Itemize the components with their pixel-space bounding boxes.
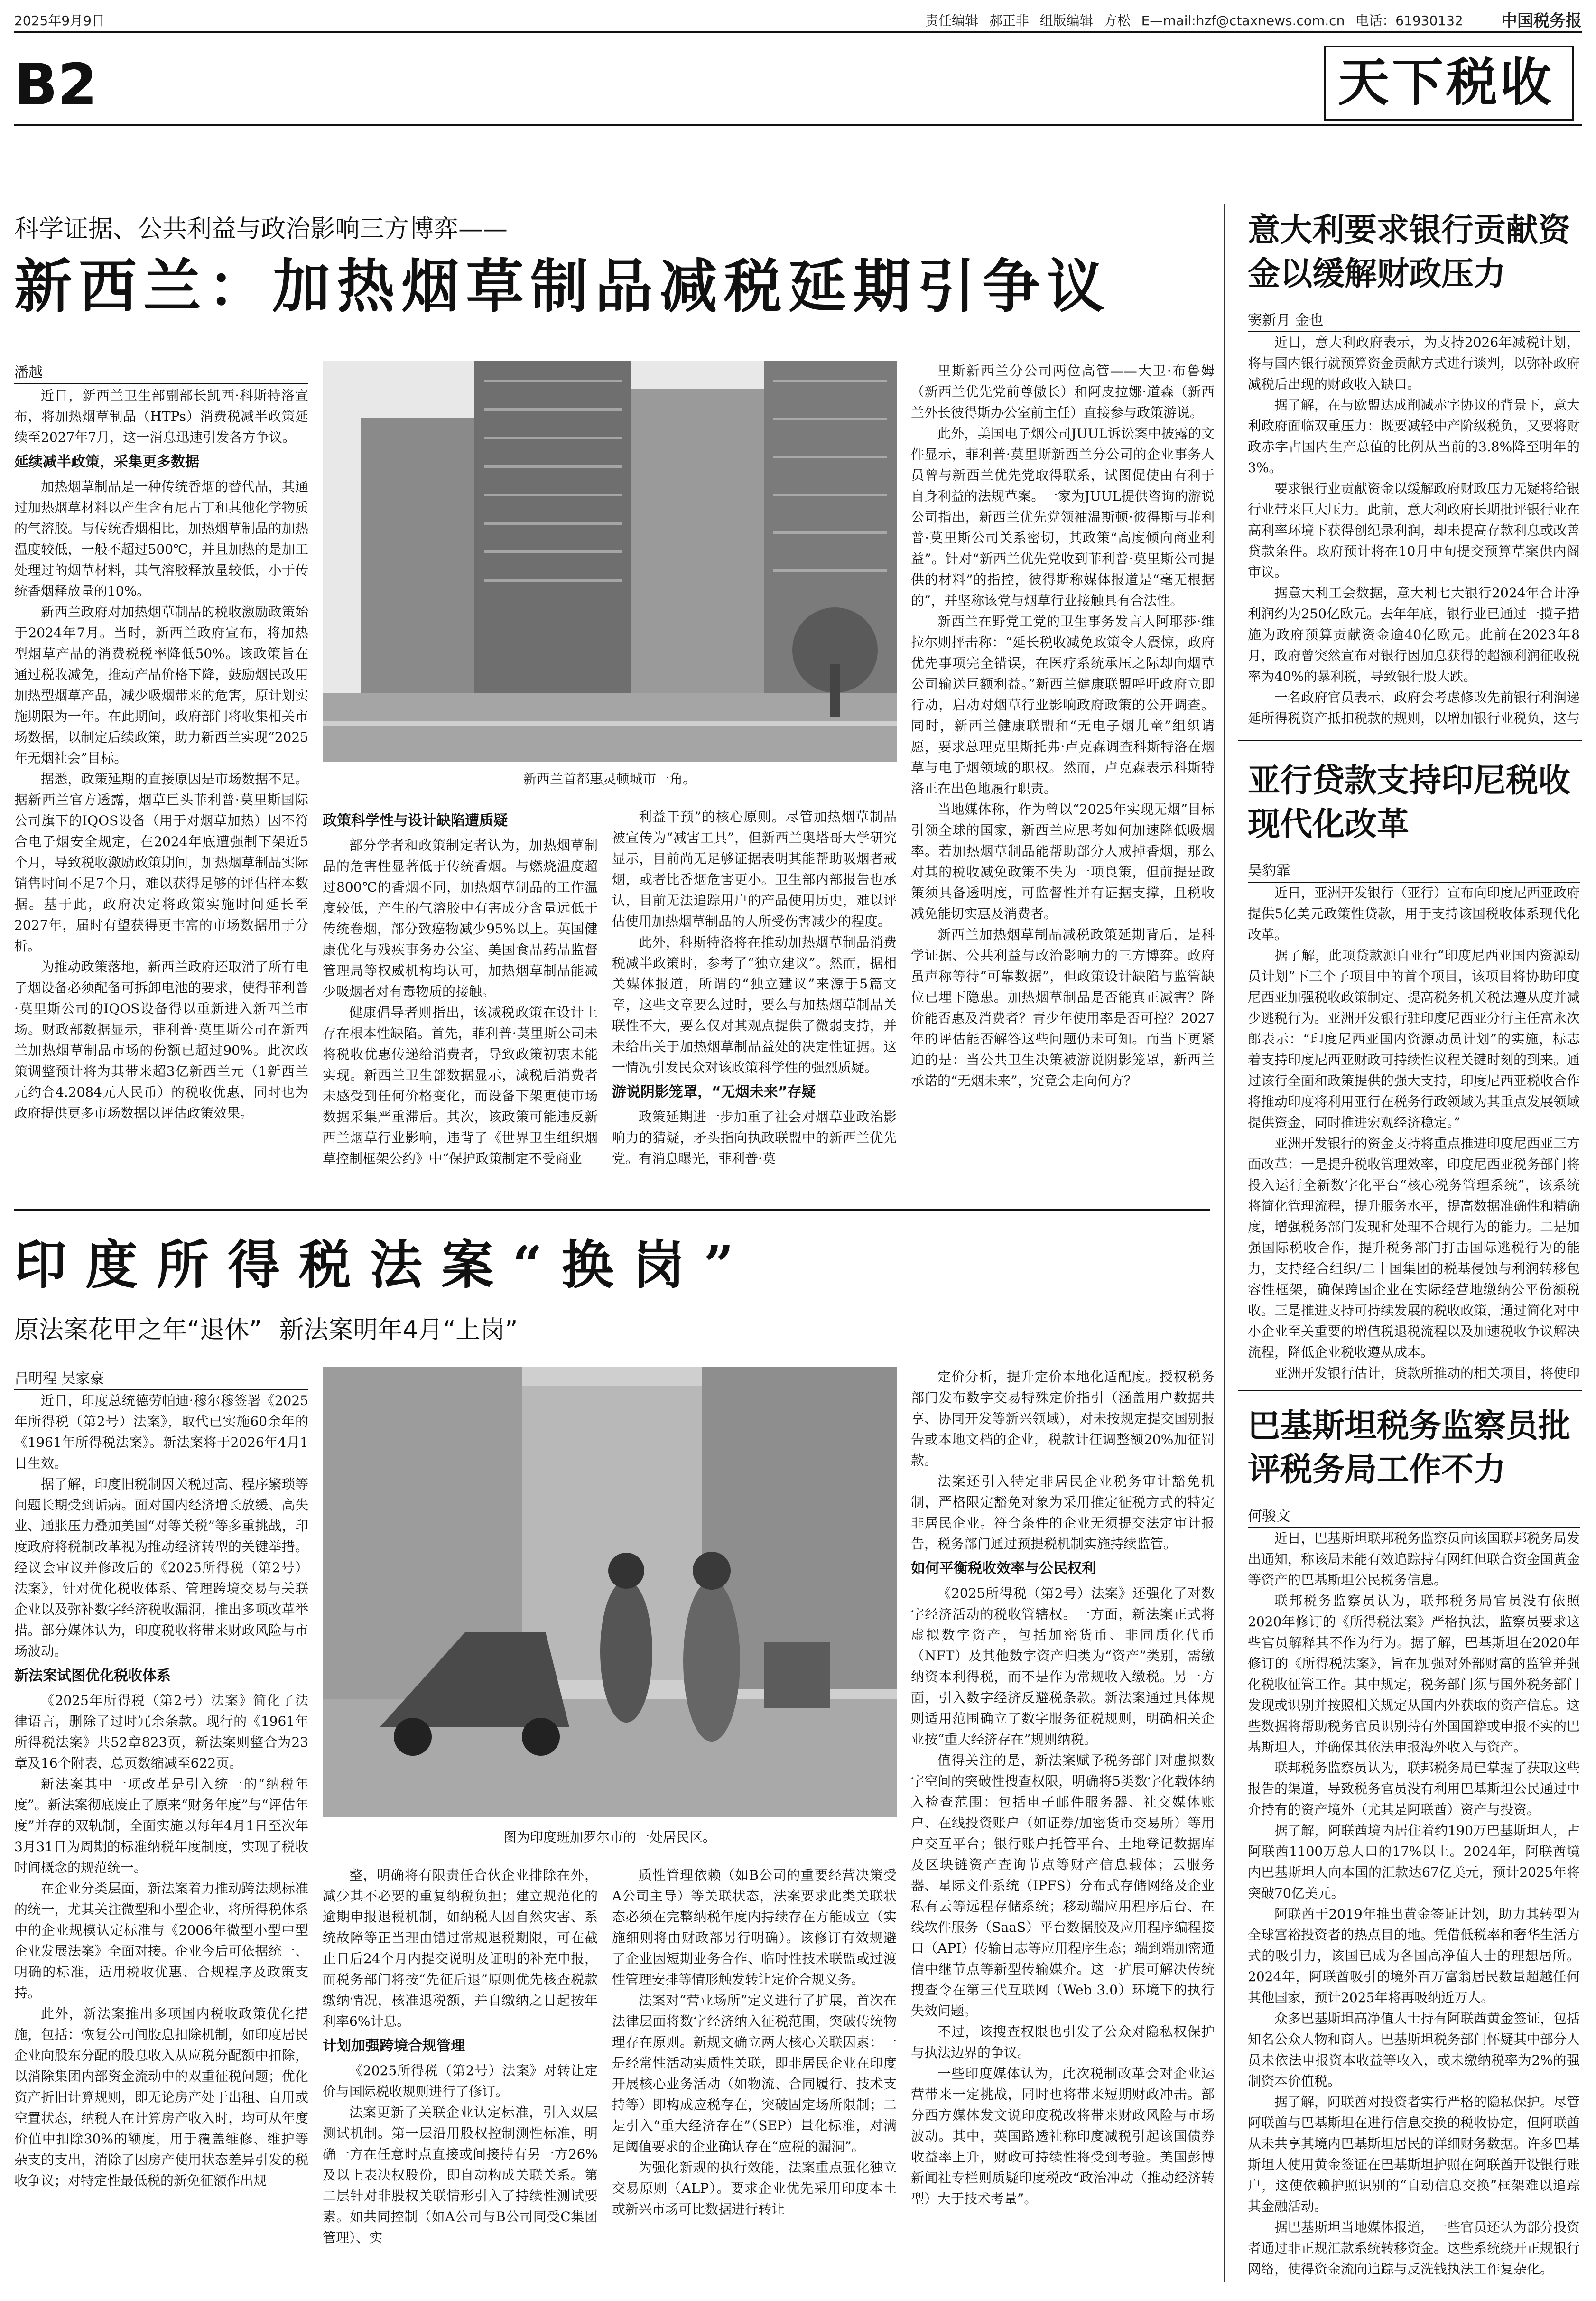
paragraph: 利益干预”的核心原则。尽管加热烟草制品被宣传为“减害工具”，但新西兰奥塔哥大学研究显示，目前尚无足够证据表明其能帮助吸烟者戒烟，或者比香烟危害更小。卫生部内部报告也承认，目前无法追踪用户的产品使用历史，难以评估使用加热烟草制品的人所受伤害减少的程度。 (612, 809, 897, 929)
side1-headline: 意大利要求银行贡献资金以缓解财政压力 (1248, 212, 1571, 293)
article2-col1 (14, 1390, 308, 2282)
paragraph: 近日，意大利政府表示，为支持2026年减税计划，将与国内银行就预算资金贡献方式进行谈判，以弥补政府减税后出现的财政收入缺口。 (1248, 335, 1580, 392)
article2-headline: 印度所得税法案“换岗” (14, 1234, 753, 1295)
header-rule (14, 31, 1582, 33)
paragraph: 近日，亚洲开发银行（亚行）宣布向印度尼西亚政府提供5亿美元政策性贷款，用于支持该国税收体系现代化改革。 (1248, 885, 1580, 942)
paragraph: 近日，巴基斯坦联邦税务监察员向该国联邦税务局发出通知，称该局未能有效追踪持有网红但联合资金国黄金等资产的巴基斯坦公民税务信息。 (1248, 1530, 1580, 1588)
article1-photo-caption: 新西兰首都惠灵顿城市一角。 (523, 771, 696, 787)
paragraph: 联邦税务监察员认为，联邦税务局官员没有依照2020年修订的《所得税法案》严格执法，监察员要求这些官员解释其不作为行为。据了解，巴基斯坦在2020年修订的《所得税法案》，旨在加强对外部财富的监管并强化税收征管工作。其中规定，税务部门须与国外税务部门发现或识别并按照相关规定从国内外获取的资产信息。这些数据将帮助税务官员识别持有外国国籍或申报不实的巴基斯坦人，并确保其依法申报海外收入与资产。 (1248, 1593, 1580, 1755)
paragraph: 法案还引入特定非居民企业税务审计豁免机制，严格限定豁免对象为采用推定征税方式的特定非居民企业。符合条件的企业无须提交法定审计报告，税务部门通过预提税机制实施持续监管。 (911, 1473, 1215, 1552)
paragraph: 一些印度媒体认为，此次税制改革会对企业运营带来一定挑战，同时也将带来短期财政冲击。部分西方媒体发文说印度税改将带来财政风险与市场波动。其中，英国路透社称印度减税引起该国债券收益率上升，财政可持续性将受到考验。美国彭博新闻社专栏则质疑印度税改“政治冲动（推动经济转型）大于技术考量”。 (911, 2066, 1215, 2207)
paragraph: 为推动政策落地，新西兰政府还取消了所有电子烟设备必须配备可拆卸电池的要求，使得菲利普·莫里斯公司的IQOS设备得以重新进入新西兰市场。财政部数据显示，菲利普·莫里斯公司在新西兰加热烟草制品市场的份额已超过90%。此次政策调整预计将为其带来超3亿新西兰元（1新西兰元约合4.2084元人民币）的税收优惠，同时也为政府提供更多市场数据以评估政策效果。 (14, 959, 308, 1121)
paragraph: 法案更新了关联企业认定标准，引入双层测试机制。第一层沿用股权控制测性标准，明确一方在任意时点直接或间接持有另一方26%及以上表决权股份，即自动构成关联关系。第二层针对非股权关联情形引入了持续性测试要素。如共同控制（如A公司与B公司同受C集团管理）、实 (323, 2105, 598, 2245)
paragraph: 据了解，印度旧税制因关税过高、程序繁琐等问题长期受到诟病。面对国内经济增长放缓、高失业、通胀压力叠加美国“对等关税”等多重挑战，印度政府将税制改革视为推动经济转型的关键举措。经议会审议并修改后的《2025所得税（第2号）法案》，针对优化税收体系、管理跨境交易与关联企业以及弥补数字经济税收漏洞，推出多项改革举措。部分媒体认为，印度税收将带来财政风险与市场波动。 (14, 1476, 308, 1659)
article2-photo-caption: 图为印度班加罗尔市的一处居民区。 (503, 1829, 716, 1845)
column-divider (1224, 204, 1225, 2282)
paragraph: 众多巴基斯坦高净值人士持有阿联酋黄金签证，包括知名公众人物和商人。巴基斯坦税务部门怀疑其中部分人员未依法申报资本收益等收入，或未缴纳税率为2%的强制资本价值税。 (1248, 2011, 1580, 2089)
paragraph: 此外，新法案推出多项国内税收政策优化措施，包括：恢复公司间股息扣除机制，如印度居民企业向股东分配的股息收入从应税分配额中扣除，以消除集团内部资金流动中的双重征税问题；优化资产折旧计算规则，即无论房产处于出租、自用或空置状态，纳税人在计算房产收入时，均可从年度价值中扣除30%的额度，用于覆盖维修、维护等杂支的支出，消除了因房产使用状态差异引发的税收争议；对特定性最低税的新免征额作出规 (14, 2006, 308, 2189)
article1-byline: 潘越 (14, 361, 308, 384)
article1-col3 (612, 807, 897, 1205)
paragraph: 《2025所得税（第2号）法案》对转让定价与国际税收规则进行了修订。 (323, 2063, 598, 2099)
side-divider (1238, 740, 1582, 741)
page-header (14, 10, 1582, 29)
paragraph: 近日，印度总统德劳帕迪·穆尔穆签署《2025年所得税（第2号）法案》，取代已实施60余年的《1961年所得税法案》。新法案将于2026年4月1日生效。 (14, 1393, 308, 1471)
side-divider (1238, 1390, 1582, 1391)
paragraph: 据了解，阿联酋对投资者实行严格的隐私保护。尽管阿联酋与巴基斯坦在进行信息交换的税收协定，但阿联酋从未共享其境内巴基斯坦居民的详细财务数据。许多巴基斯坦人使用黄金签证在巴基斯坦护照在阿联酋开设银行账户，这使依赖护照识别的“自动信息交换”框架难以追踪其金融活动。 (1248, 2094, 1580, 2214)
paragraph: 新西兰加热烟草制品减税政策延期背后，是科学证据、公共利益与政治影响力的三方博弈。政府虽声称等待“可靠数据”，但政策设计缺陷与监管缺位已埋下隐患。加热烟草制品是否能真正减害？降价能否惠及消费者？青少年使用率是否可控？2027年的评估能否解答这些问题仍未可知。而当下更紧迫的是：当公共卫生决策被游说阴影笼罩，新西兰承诺的“无烟未来”，究竟会走向何方？ (911, 927, 1215, 1089)
paragraph: 据了解，此项贷款源自亚行“印度尼西亚国内资源动员计划”下三个子项目中的首个项目，该项目将协助印度尼西亚加强税收政策制定、提高税务机关税法遵从度并减少逃税行为。亚洲开发银行驻印度尼西亚分行主任富永次郎表示：“印度尼西亚国内资源动员计划”的实施，标志着支持印度尼西亚财政可持续性议程关键时刻的到来。通过该行全面和政策提供的强大支持，印度尼西亚税收合作将推动印度将利用亚行在税务行政领域为其重点发展领域提供资金，同时推进宏观经济稳定。” (1248, 948, 1580, 1130)
paragraph: 值得关注的是，新法案赋予税务部门对虚拟数字空间的突破性搜查权限，明确将5类数字化载体纳入检查范围：包括电子邮件服务器、社交媒体账户、在线投资账户（如证券/加密货币交易所）等用户交互平台；银行账户托管平台、土地登记数据库及区块链资产查询节点等财产信息载体；云服务器、星际文件系统（IPFS）分布式存储网络及企业私有云等远程存储系统；移动端应用程序后台、在线软件服务（SaaS）平台数据胶及应用程序编程接口（API）传输日志等应用程序生态；端到端加密通信中继节点等新型传输媒介。这一扩展可解决传统搜查令在第三代互联网（Web 3.0）环境下的执行失效问题。 (911, 1752, 1215, 2019)
article1-kicker: 科学证据、公共利益与政治影响三方博弈—— (14, 215, 508, 243)
paragraph: 据悉，政策延期的直接原因是市场数据不足。据新西兰官方透露，烟草巨头菲利普·莫里斯国际公司旗下的IQOS设备（用于对烟草加热）因不符合电子烟安全规定，在2024年底遭强制下架近5个月，导致税收激励政策期间，加热烟草制品实际销售时间不足7个月，难以获得足够的评估样本数据。基于此，政府决定将政策实施时间延长至2027年，届时有望获得更丰富的市场数据用于分析。 (14, 771, 308, 954)
section-subheading: 如何平衡税收效率与公民权利 (911, 1560, 1096, 1577)
paragraph: 一名政府官员表示，政府会考虑修改先前银行利润递延所得税资产抵扣税款的规则，以增加银行业税负，这与 (1248, 689, 1580, 726)
issue-date: 2025年9月9日 (14, 13, 105, 28)
section-title: 天下税收 (1338, 53, 1555, 112)
section-subheading: 游说阴影笼罩，“无烟未来”存疑 (612, 1084, 816, 1100)
paragraph: 部分学者和政策制定者认为，加热烟草制品的危害性显著低于传统香烟。与燃烧温度超过800℃的香烟不同，加热烟草制品的工作温度较低，产生的气溶胶中有害成分含量远低于传统卷烟，部分致癌物减少95%以上。英国健康优化与残疾事务办公室、美国食品药品监督管理局等权威机构均认可，加热烟草制品能减少吸烟者对有毒物质的接触。 (323, 838, 598, 999)
section-subheading: 计划加强跨境合规管理 (323, 2038, 465, 2054)
side1-body (1248, 332, 1580, 731)
article1-col2 (323, 807, 598, 1205)
section-subheading: 新法案试图优化税收体系 (14, 1668, 171, 1684)
paragraph: 新西兰政府对加热烟草制品的税收激励政策始于2024年7月。当时，新西兰政府宣布，将加热型烟草产品的消费税税率降低50%。该政策旨在通过税收减免，推动产品价格下降，鼓励烟民改用加热型烟草产品，减少吸烟带来的危害，原计划实施期限为一年。在此期间，政府部门将收集相关市场数据，以制定后续政策，助力新西兰实现“2025年无烟社会”目标。 (14, 604, 308, 766)
article-divider (14, 1209, 1210, 1211)
paragraph: 新西兰在野党工党的卫生事务发言人阿耶莎·维拉尔则抨击称：“延长税收减免政策令人震惊，政府优先事项完全错误，在医疗系统承压之际却向烟草公司输送巨额利益。”新西兰健康联盟呼吁政府立即行动，启动对烟草行业影响政府政策的公开调查。同时，新西兰健康联盟和“无电子烟儿童”组织请愿，要求总理克里斯托弗·卢克森调查科斯特洛在烟草与电子烟领域的职权。然而，卢克森表示科斯特洛正在出色地履行职责。 (911, 614, 1215, 796)
paragraph: 近日，新西兰卫生部副部长凯西·科斯特洛宣布，将加热烟草制品（HTPs）消费税减半政策延续至2027年7月，这一消息迅速引发各方争议。 (14, 388, 308, 445)
paragraph: 联邦税务监察员认为，联邦税务局已掌握了获取这些报告的渠道，导致税务官员没有利用巴基斯坦公民通过中介持有的资产境外（尤其是阿联酋）资产与投资。 (1248, 1760, 1580, 1817)
paragraph: 此外，科斯特洛将在推动加热烟草制品消费税减半政策时，参考了“独立建议”。然而，据相关媒体报道，所谓的“独立建议”来源于5篇文章，这些文章要么过时，要么与加热烟草制品关联性不大，要么仅对其观点提供了微弱支持，并未给出关于加热烟草制品益处的决定性证据。这一情况引发民众对该政策科学性的强烈质疑。 (612, 934, 897, 1075)
paragraph: 《2025所得税（第2号）法案》还强化了对数字经济活动的税收管辖权。一方面，新法案正式将虚拟数字资产，包括加密货币、非同质化代币（NFT）及其他数字资产归类为“资产”类别，需缴纳资本利得税，而不是作为常规收入缴税。另一方面，引入数字经济反避税条款。新法案通过具体规则适用范围确立了数字服务征税规则，明确相关企业按“重大经济存在”规则纳税。 (911, 1585, 1215, 1747)
paragraph: 整，明确将有限责任合伙企业排除在外，减少其不必要的重复纳税负担；建立规范化的逾期申报退税机制，如纳税人因自然灾害、系统故障等正当理由错过常规退税期限，可在截止日后24个月内提交说明及证明的补充申报，而税务部门将按“先征后退”原则优先核查税款缴纳情况，核准退税额，并自缴纳之日起按年利率6%计息。 (323, 1867, 598, 2029)
section-subheading: 政策科学性与设计缺陷遭质疑 (323, 812, 508, 829)
paper-name: 中国税务报 (1501, 11, 1582, 30)
article1-col4 (911, 361, 1215, 1205)
paragraph: 在企业分类层面，新法案着力推动跨法规标准的统一，尤其关注微型和小型企业，将所得税体系中的企业规模认定标准与《2006年微型小型中型企业发展法案》全面对接。企业今后可依据统一、明确的标准，适用税收优惠、合规程序及政策支持。 (14, 1881, 308, 2001)
article2-col4 (911, 1367, 1215, 2282)
paragraph: 据巴基斯坦当地媒体报道，一些官员还认为部分投资者通过非正规汇款系统转移资金。这些系统绕开正规银行网络，使得资金流向追踪与反洗钱执法工作复杂化。 (1248, 2219, 1580, 2277)
paragraph: 新法案其中一项改革是引入统一的“纳税年度”。新法案彻底废止了原来“财务年度”与“评估年度”并存的双轨制，全面实施以每年4月1日至次年3月31日为周期的标准纳税年度制度，实现了税收时间概念的规范统一。 (14, 1776, 308, 1875)
side3-headline: 巴基斯坦税务监察员批评税务局工作不力 (1248, 1407, 1571, 1489)
paragraph: 据了解，在与欧盟达成削减赤字协议的背景下，意大利政府面临双重压力：既要减轻中产阶级税负，又要将财政赤字占国内生产总值的比例从当前的3.8%降至明年的3%。 (1248, 397, 1580, 475)
paragraph: 加热烟草制品是一种传统香烟的替代品，其通过加热烟草材料以产生含有尼古丁和其他化学物质的气溶胶。与传统香烟相比，加热烟草制品的加热温度较低，一般不超过500℃，并且加热的是加工处理过的烟草材料，其气溶胶释放量较低，小于传统香烟释放量的10%。 (14, 479, 308, 599)
side2-headline: 亚行贷款支持印尼税收现代化改革 (1248, 762, 1571, 843)
paragraph: 亚洲开发银行估计，贷款所推动的相关项目，将使印 (1274, 1365, 1580, 1381)
masthead-rule (14, 124, 1582, 126)
paragraph: 要求银行业贡献资金以缓解政府财政压力无疑将给银行业带来巨大压力。此前，意大利政府长期批评银行业在高利率环境下获得创纪录利润，却未提高存款利息或改善贷款条件。政府预计将在10月中旬提交预算草案供内阁审议。 (1248, 481, 1580, 580)
page-number: B2 (14, 52, 97, 118)
article2-subhead: 原法案花甲之年“退休” 新法案明年4月“上岗” (14, 1316, 518, 1344)
side1-byline: 窦新月 金也 (1248, 308, 1580, 332)
paragraph: 据意大利工会数据，意大利七大银行2024年合计净利润约为250亿欧元。去年年底，银行业已通过一揽子措施为政府预算贡献资金逾40亿欧元。此前在2023年8月，政府曾突然宣布对银行因加息获得的超额利润征收税率为40%的暴利税，导致银行股大跌。 (1248, 585, 1580, 684)
side3-byline: 何骏文 (1248, 1504, 1580, 1528)
paragraph: 定价分析，提升定价本地化适配度。授权税务部门发布数字交易特殊定价指引（涵盖用户数据共享、协同开发等新兴领域），对未按规定提交国别报告或本地文档的企业，税款计征调整额20%加征罚款。 (911, 1369, 1215, 1468)
article1-headline: 新西兰：加热烟草制品减税延期引争议 (14, 252, 1111, 320)
bangalore-photo (323, 1367, 897, 1817)
paragraph: 《2025年所得税（第2号）法案》简化了法律语言，删除了过时冗余条款。现行的《1961年所得税法案》共52章823页，新法案则整合为23章及16个附表，总页数缩减至622页。 (14, 1693, 308, 1771)
article2-col2 (323, 1865, 598, 2282)
paragraph: 此外，美国电子烟公司JUUL诉讼案中披露的文件显示，菲利普·莫里斯新西兰分公司的企业事务人员曾与新西兰优先党取得联系，试图促使由有利于自身利益的法规草案。一家为JUUL提供咨询的游说公司指出，新西兰优先党领袖温斯顿·彼得斯与菲利普·莫里斯公司关系密切，其政策“高度倾向商业利益”。针对“新西兰优先党收到菲利普·莫里斯公司提供的材料”的指控，彼得斯称媒体报道是“毫无根据的”，并坚称该党与烟草行业接触具有合法性。 (911, 426, 1215, 608)
wellington-photo-image (323, 361, 897, 762)
article1-col1 (14, 385, 308, 1202)
paragraph: 健康倡导者则指出，该减税政策在设计上存在根本性缺陷。首先，菲利普·莫里斯公司未将税收优惠传递给消费者，导致政策初衷未能实现。新西兰卫生部数据显示，减税后消费者未感受到任何价格变化，而设备下架更使市场数据采集严重滞后。其次，该政策可能违反新西兰烟草行业影响，违背了《世界卫生组织烟草控制框架公约》中“保护政策制定不受商业 (323, 1005, 598, 1166)
side2-byline: 吴豹霏 (1248, 859, 1580, 883)
side2-body (1248, 883, 1580, 1386)
article2-col3 (612, 1865, 897, 2282)
paragraph: 里斯新西兰分公司两位高管——大卫·布鲁姆（新西兰优先党前尊傲长）和阿皮拉娜·道森（新西兰外长彼得斯办公室前主任）直接参与政策游说。 (911, 363, 1215, 420)
paragraph: 政策延期进一步加重了社会对烟草业政治影响力的猜疑，矛头指向执政联盟中的新西兰优先党。有消息曝光，菲利普·莫 (612, 1109, 897, 1166)
article2-byline: 吕明程 吴家豪 (14, 1367, 308, 1390)
editor-info: 责任编辑 郝正非 组版编辑 方松 E—mail:hzf@ctaxnews.com.cn 电话：61930132 (925, 13, 1463, 28)
paragraph: 不过，该搜查权限也引发了公众对隐私权保护与执法边界的争议。 (911, 2024, 1215, 2060)
paragraph: 为强化新规的执行效能，法案重点强化独立交易原则（ALP）。要求企业优先采用印度本土或新兴市场可比数据进行转让 (612, 2160, 897, 2217)
paragraph: 法案对“营业场所”定义进行了扩展，首次在法律层面将数字经济纳入征税范围，突破传统物理存在原则。新规文确立两大核心关联因素：一是经常性活动实质性关联，即非居民企业在印度开展核心业务活动（如物流、合同履行、技术支持等）即构成应税存在，突破固定场所限制；二是引入“重大经济存在”（SEP）量化标准，对满足阈值要求的企业确认存在“应税的漏洞”。 (612, 1993, 897, 2154)
wellington-photo (323, 361, 897, 762)
side3-body (1248, 1528, 1580, 2282)
paragraph: 阿联酋于2019年推出黄金签证计划，助力其转型为全球富裕投资者的热点目的地。凭借低税率和奢华生活方式的吸引力，该国已成为各国高净值人士的理想居所。2024年，阿联酋吸引的境外百万富翁居民数量超越任何其他国家，预计2025年将再吸纳近万人。 (1248, 1906, 1580, 2005)
section-subheading: 延续减半政策，采集更多数据 (14, 454, 199, 470)
paragraph: 亚洲开发银行的资金支持将重点推进印度尼西亚三方面改革：一是提升税收管理效率，印度尼西亚税务部门将投入运行全新数字化平台“核心税务管理系统”，该系统将简化管理流程，提升服务水平，提高数据准确性和精确度，增强税务部门发现和处理不合规行为的能力。二是加强国际税收合作，提升税务部门打击国际逃税行为的能力，支持经合组织/二十国集团的税基侵蚀与利润转移包容性框架，确保跨国企业在实际经营地缴纳公平份额税收。三是推进支持可持续发展的税收政策，通过简化对中小企业至关重要的增值税退税流程以及加速税收争议解决流程，降低企业税收遵从成本。 (1248, 1136, 1580, 1360)
paragraph: 当地媒体称，作为曾以“2025年实现无烟”目标引领全球的国家，新西兰应思考如何加速降低吸烟率。若加热烟草制品能帮助部分人戒掉香烟，那么对其的税收减免政策不失为一项良策，但前提是政策须具备透明度，可监督性并有证据支撑，且税收减免能切实惠及消费者。 (911, 801, 1215, 922)
bangalore-photo-image (323, 1367, 897, 1817)
paragraph: 据了解，阿联酋境内居住着约190万巴基斯坦人，占阿联酋1100万总人口的17%以上。2024年，阿联酋境内巴基斯坦人向本国的汇款达67亿美元，预计2025年将突破70亿美元。 (1248, 1823, 1580, 1901)
paragraph: 质性管理依赖（如B公司的重要经营决策受A公司主导）等关联状态，法案要求此类关联状态必须在完整纳税年度内持续存在方能成立（实施细则将由财政部另行明确）。该修订有效规避了企业因短期业务合作、临时性技术联盟或过渡性管理安排等情形触发转让定价合规义务。 (612, 1867, 897, 1987)
